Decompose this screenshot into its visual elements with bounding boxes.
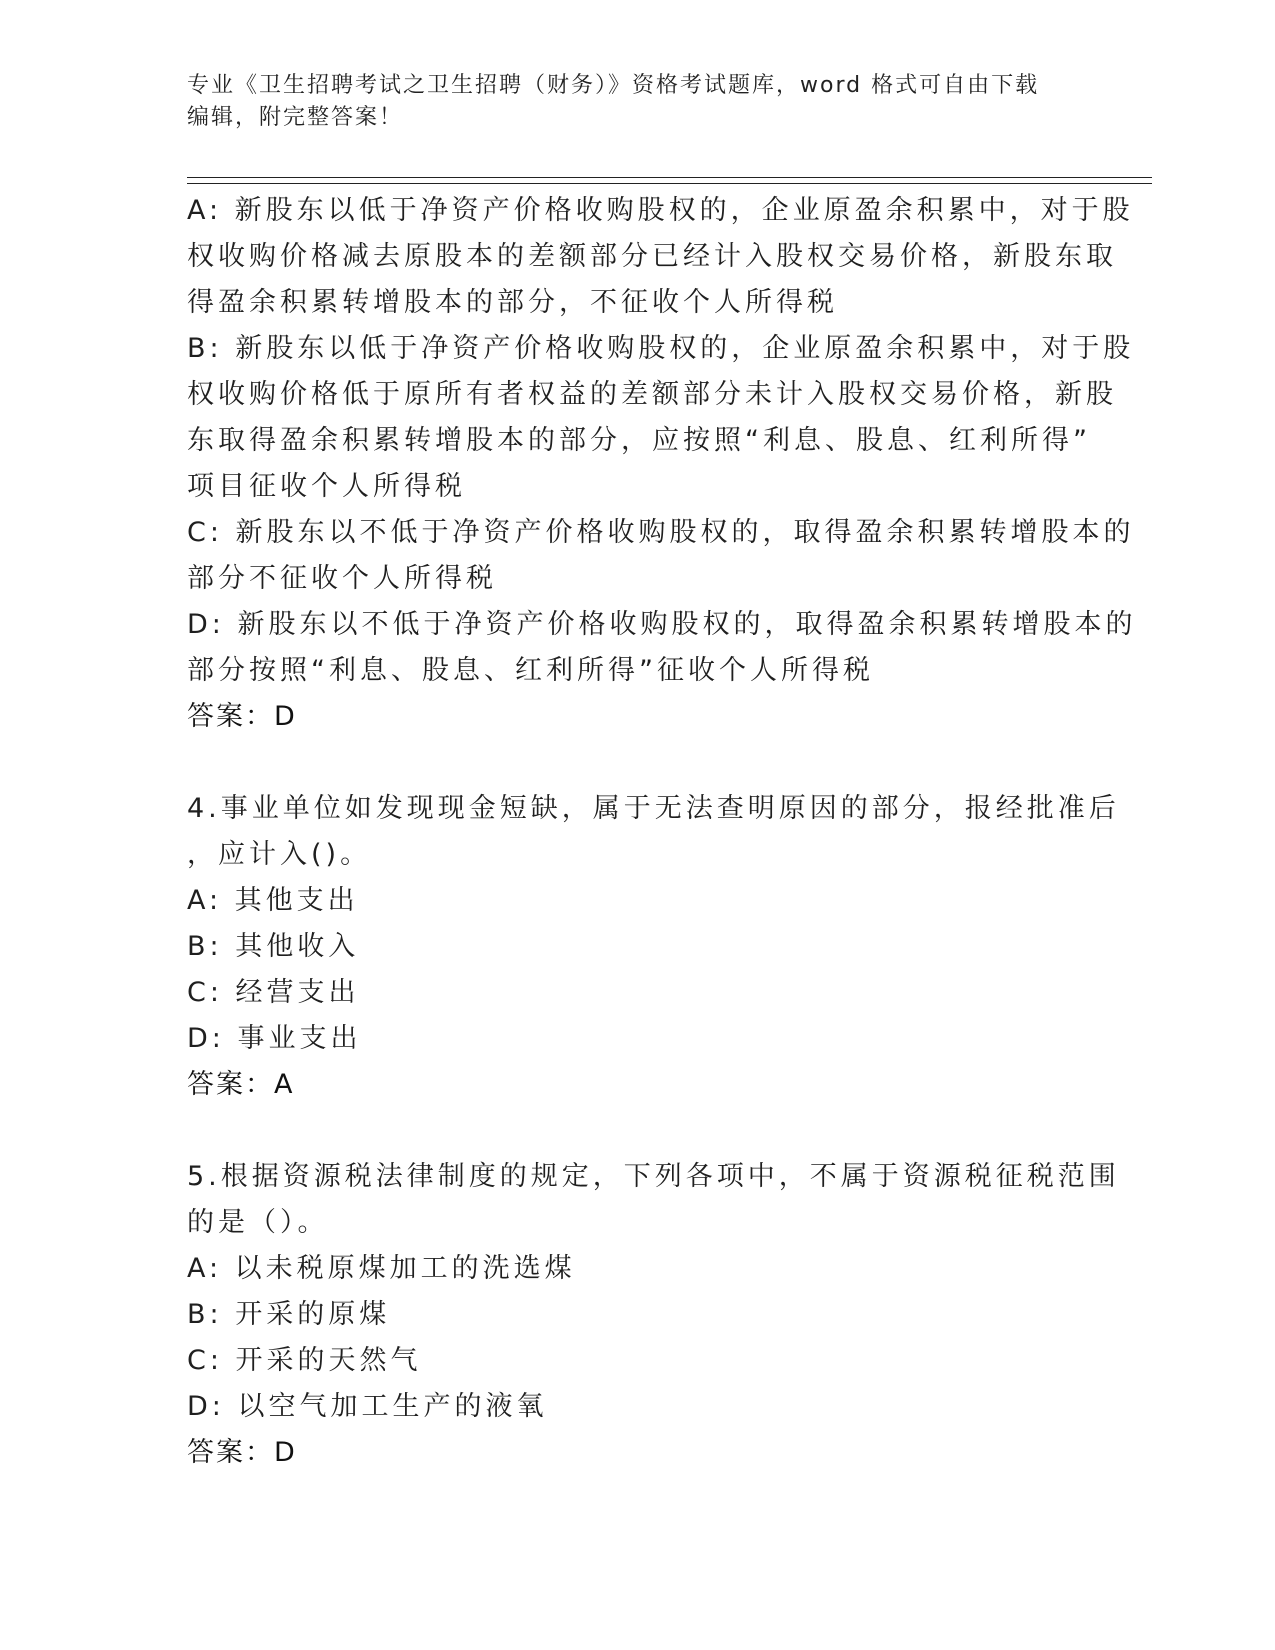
- option-line: C: 新股东以不低于净资产价格收购股权的，取得盈余积累转增股本的: [187, 517, 1135, 548]
- option-line: 部分按照“利息、股息、红利所得”征收个人所得税: [187, 655, 874, 686]
- option-line: 项目征收个人所得税: [187, 471, 466, 502]
- answer-line: 答案：A: [187, 1069, 295, 1100]
- header-divider-top: [187, 177, 1152, 178]
- option-line: 权收购价格减去原股本的差额部分已经计入股权交易价格，新股东取: [187, 241, 1117, 272]
- option-b: B: 其他收入: [187, 931, 360, 962]
- question-3-block: [187, 188, 1137, 740]
- option-c: C: 开采的天然气: [187, 1345, 422, 1376]
- answer-line: 答案：D: [187, 1437, 297, 1468]
- header-divider-bottom: [187, 183, 1152, 184]
- spacer: [187, 740, 1087, 786]
- option-a: A: 其他支出: [187, 885, 359, 916]
- option-line: 东取得盈余积累转增股本的部分，应按照“利息、股息、红利所得”: [187, 425, 1091, 456]
- option-b: B: 开采的原煤: [187, 1299, 391, 1330]
- document-header: [187, 70, 1087, 134]
- option-c: C: 经营支出: [187, 977, 360, 1008]
- option-a: A: 以未税原煤加工的洗选煤: [187, 1253, 576, 1284]
- question-content: [187, 188, 1137, 1476]
- question-text: ，应计入()。: [187, 839, 372, 870]
- option-d: D: 以空气加工生产的液氧: [187, 1391, 548, 1422]
- option-d: D: 事业支出: [187, 1023, 362, 1054]
- header-line-2: 编辑，附完整答案！: [187, 105, 404, 130]
- option-line: A: 新股东以低于净资产价格收购股权的，企业原盈余积累中，对于股: [187, 195, 1134, 226]
- answer-line: 答案：D: [187, 701, 297, 732]
- question-text: 的是（）。: [187, 1207, 329, 1238]
- option-line: 得盈余积累转增股本的部分，不征收个人所得税: [187, 287, 838, 318]
- question-5-block: [187, 1154, 1120, 1476]
- option-line: B: 新股东以低于净资产价格收购股权的，企业原盈余积累中，对于股: [187, 333, 1135, 364]
- question-text: 4.事业单位如发现现金短缺，属于无法查明原因的部分，报经批准后: [187, 793, 1120, 824]
- option-line: D: 新股东以不低于净资产价格收购股权的，取得盈余积累转增股本的: [187, 609, 1137, 640]
- spacer: [187, 1108, 1087, 1154]
- question-text: 5.根据资源税法律制度的规定，下列各项中，不属于资源税征税范围: [187, 1161, 1120, 1192]
- question-4-block: [187, 786, 1120, 1108]
- option-line: 部分不征收个人所得税: [187, 563, 497, 594]
- option-line: 权收购价格低于原所有者权益的差额部分未计入股权交易价格，新股: [187, 379, 1117, 410]
- header-line-1: 专业《卫生招聘考试之卫生招聘（财务）》资格考试题库，word 格式可自由下载: [187, 73, 1040, 98]
